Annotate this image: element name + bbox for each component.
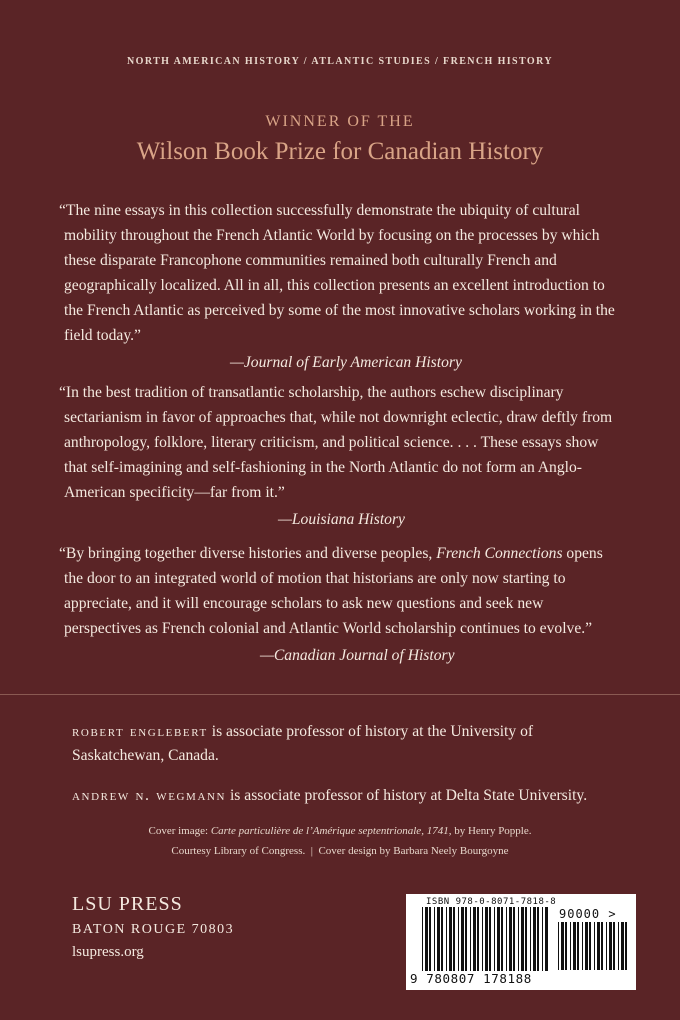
barcode-bar: [501, 907, 503, 971]
barcode-bar: [525, 907, 527, 971]
award-label: WINNER OF THE: [265, 113, 415, 130]
barcode-bar: [482, 907, 483, 971]
barcode-bar: [434, 907, 435, 971]
barcode-bar: [545, 907, 548, 971]
barcode-bar: [437, 907, 440, 971]
barcode-bar: [446, 907, 447, 971]
barcode-bar: [465, 907, 467, 971]
courtesy-credit: [0, 842, 680, 860]
barcode-bar: [494, 907, 495, 971]
price-bar: [561, 922, 564, 970]
price-bar: [601, 922, 603, 970]
barcode-digits: 9 780807 178188: [410, 971, 532, 986]
barcode-bar: [542, 907, 543, 971]
quote-source: —Canadian Journal of History: [260, 647, 455, 664]
quote-text: “The nine essays in this collection successfully demonstrate the ubiquity of cultural mobility throughout the French Atlantic World by focusing on the processes by which these disparate Francophone communities remained both culturally French and geographically localized. All in all, this collection presents an excellent introduction to the French Atlantic as perceived by some of the most innovative scholars working in the field today.”: [59, 202, 615, 344]
author-bio-text: is associate professor of history at the University of Saskatchewan, Canada.: [72, 723, 534, 764]
price-bar: [573, 922, 576, 970]
price-bar: [558, 922, 559, 970]
barcode-bar: [537, 907, 539, 971]
credit-separator: |: [310, 845, 313, 857]
price-bar: [582, 922, 583, 970]
category-line: NORTH AMERICAN HISTORY / ATLANTIC STUDIES / FRENCH HISTORY: [127, 56, 553, 67]
courtesy-text: Courtesy Library of Congress.: [171, 845, 306, 857]
barcode-bar: [485, 907, 488, 971]
barcode-bar: [461, 907, 464, 971]
price-bar: [597, 922, 600, 970]
award-name: Wilson Book Prize for Canadian History: [136, 138, 544, 165]
quote-source: —Louisiana History: [278, 511, 405, 528]
barcode-bar: [530, 907, 531, 971]
cover-image-credit: [0, 822, 680, 840]
barcode-bar: [470, 907, 471, 971]
quote-text-after: opens the door to an integrated world of motion that historians are only now starting to appreciate, and it will encourage scholars to ask new questions and seek new perspectives as French colonial and Atlantic World scholarship continues to evolve.”: [64, 545, 603, 637]
price-bar: [606, 922, 607, 970]
barcode-bar: [477, 907, 479, 971]
price-bar: [613, 922, 615, 970]
barcode-bar: [458, 907, 459, 971]
divider: [0, 694, 680, 695]
barcode-bar: [521, 907, 524, 971]
quote-text: [59, 541, 620, 641]
price-code: 90000 >: [559, 907, 617, 921]
price-bar: [625, 922, 627, 970]
credit-prefix: Cover image:: [148, 825, 211, 837]
review-quote-2: [59, 380, 620, 532]
author-bio-1: [72, 720, 620, 768]
price-bar: [565, 922, 567, 970]
author-bio-2: [72, 784, 620, 808]
review-quote-3: [59, 541, 620, 668]
review-quote-1: [59, 198, 620, 375]
publisher-city: BATON ROUGE 70803: [72, 922, 235, 937]
barcode-bar: [489, 907, 491, 971]
price-bar: [589, 922, 591, 970]
price-bar: [570, 922, 571, 970]
map-title: Carte particulière de l’Amérique septentrionale, 1741,: [210, 825, 452, 837]
barcode-bar: [533, 907, 536, 971]
credit-suffix: by Henry Popple.: [451, 825, 532, 837]
price-bar: [621, 922, 624, 970]
publisher-name: LSU PRESS: [72, 893, 183, 915]
price-bar: [618, 922, 619, 970]
barcode-bar: [449, 907, 452, 971]
isbn-label: ISBN 978-0-8071-7818-8: [426, 897, 557, 907]
book-title: French Connections: [436, 545, 563, 562]
barcode-bar: [453, 907, 455, 971]
quote-source: —Journal of Early American History: [230, 354, 462, 371]
barcode-bar: [506, 907, 507, 971]
quote-text: “In the best tradition of transatlantic scholarship, the authors eschew disciplinary sectarianism in favor of approaches that, while not downright eclectic, draw deftly from anthropology, folklore, literary criticism, and political science. . . . These essays show that self-imagining and self-fashioning in the North Atlantic do not form an Anglo-American specificity—far from it.”: [59, 384, 613, 501]
price-bar: [577, 922, 579, 970]
price-bar: [609, 922, 612, 970]
publisher-website: lsupress.org: [72, 944, 144, 960]
barcode-bar: [473, 907, 476, 971]
barcode-bar: [513, 907, 515, 971]
barcode-bar: [518, 907, 519, 971]
barcode-bar: [497, 907, 500, 971]
price-bar: [594, 922, 595, 970]
barcode-bar: [509, 907, 512, 971]
author-name: andrew n. wegmann: [72, 787, 227, 804]
barcode-bar: [441, 907, 443, 971]
quote-text-before: “By bringing together diverse histories and diverse peoples,: [59, 545, 437, 562]
barcode-bar: [429, 907, 431, 971]
price-bar: [585, 922, 588, 970]
design-credit: Cover design by Barbara Neely Bourgoyne: [318, 845, 509, 857]
barcode-bar: [425, 907, 428, 971]
author-bio-text: is associate professor of history at Delta State University.: [226, 787, 588, 804]
barcode-bar: [422, 907, 423, 971]
barcode: [406, 894, 636, 990]
author-name: robert englebert: [72, 723, 208, 740]
